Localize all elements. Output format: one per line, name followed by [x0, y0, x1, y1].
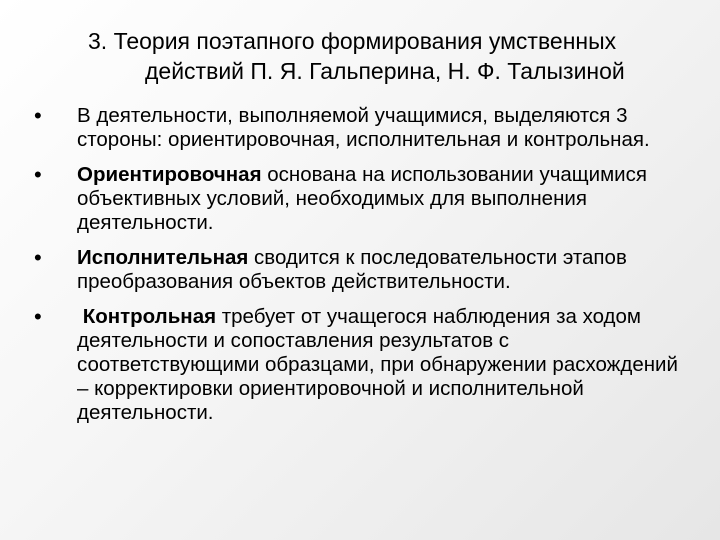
bullet-text: В деятельности, выполняемой учащимися, выделяются 3 стороны: ориентировочная, исполнительная и контрольная.: [77, 104, 650, 151]
bullet-bold-term: Исполнительная: [77, 246, 249, 269]
bullet-item-executive: [34, 246, 684, 294]
bullet-text: основана на использовании учащимися объективных условий, необходимых для выполнения деятельности.: [77, 163, 647, 234]
bullet-item-orienting: [34, 163, 684, 235]
bullet-dot-icon: •: [34, 304, 42, 329]
bullet-bold-term: Контрольная: [77, 305, 217, 328]
title-line-1: 3. Теория поэтапного формирования умственных: [88, 28, 617, 54]
bullet-text: требует от учащегося наблюдения за ходом деятельности и сопоставления результатов с соответствующими образцами, при обнаружении расхождений – корректировки ориентировочной и исполнительной деятельности.: [77, 305, 678, 424]
slide-title: [60, 26, 700, 86]
bullet-list: [34, 104, 684, 436]
bullet-text: сводится к последовательности этапов преобразования объектов действительности.: [77, 246, 627, 293]
bullet-bold-term: Ориентировочная: [77, 163, 262, 186]
title-line-2: действий П. Я. Гальперина, Н. Ф. Талызиной: [145, 58, 625, 84]
bullet-dot-icon: •: [34, 245, 42, 270]
bullet-dot-icon: •: [34, 103, 42, 128]
bullet-item-control: [34, 305, 684, 425]
bullet-item-sides: [34, 104, 684, 152]
bullet-dot-icon: •: [34, 162, 42, 187]
